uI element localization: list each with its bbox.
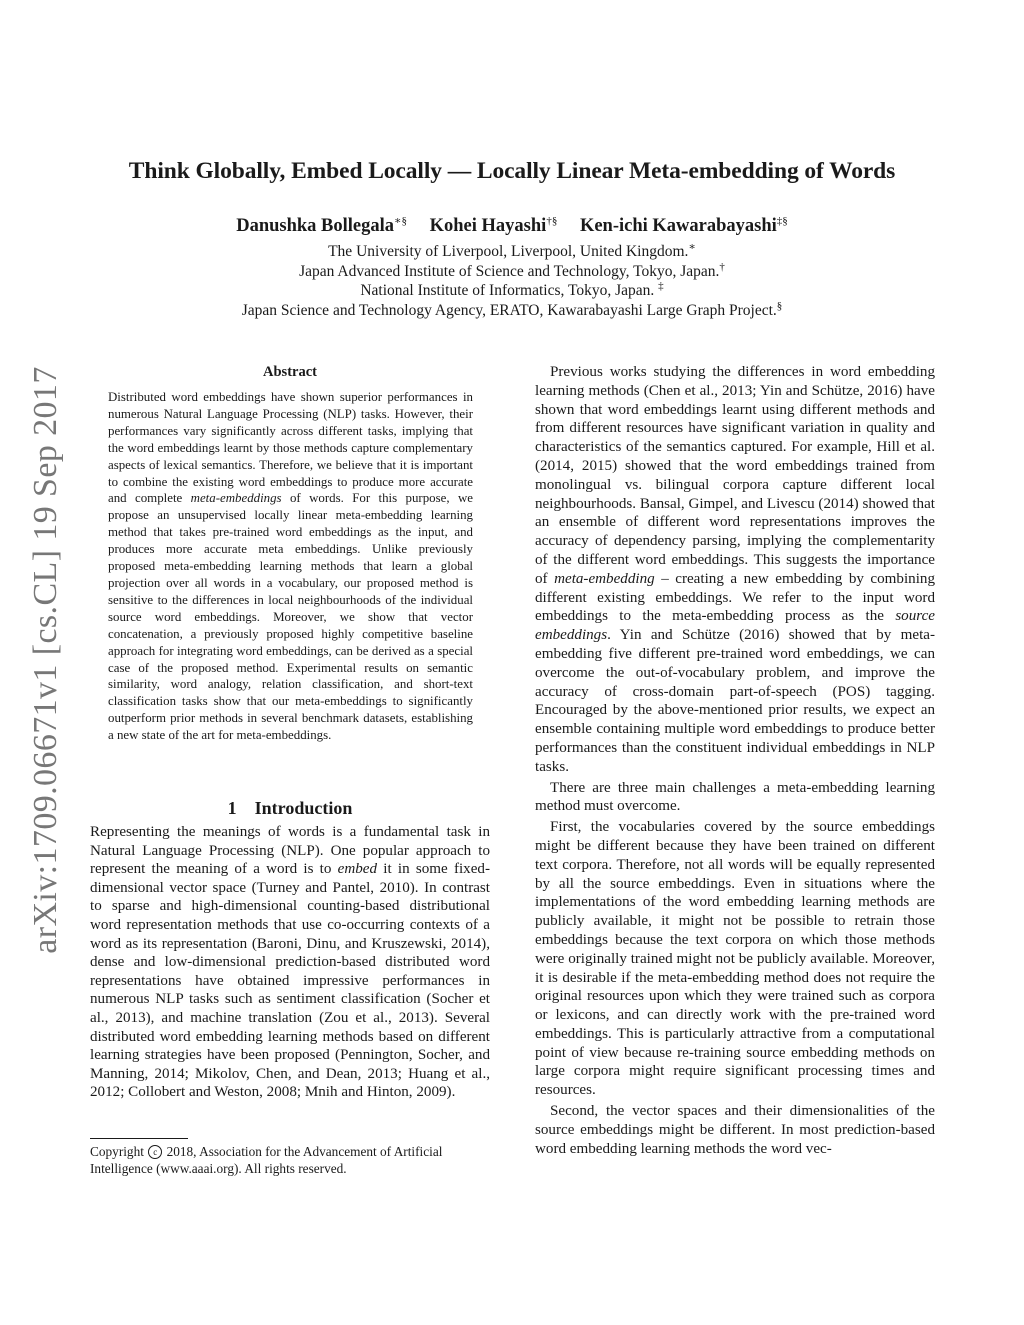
author-marks: ‡§ [776,215,788,227]
affiliation-text: The University of Liverpool, Liverpool, United Kingdom. [328,243,689,261]
arxiv-identifier: arXiv:1709.06671v1 [cs.CL] 19 Sep 2017 [27,366,64,954]
section-title: Introduction [254,798,353,818]
abstract-body [108,389,473,744]
abstract-text-2: of words. For this purpose, we propose an unsupervised locally linear meta-embedding learning method that takes pre-trained word embeddings as the input, and produces more accurate meta embeddings. Unlike previously proposed meta-embedding learning methods that learn a global projection over all words in a vocabulary, our proposed method is sensitive to the differences in local neighbourhoods of the individual source word embeddings. Moreover, we show that vector concatenation, a previously proposed highly competitive baseline approach for integrating word embeddings, can be derived as a special case of the proposed method. Experimental results on semantic similarity, word analogy, relation classification, and short-text classification tasks show that our meta-embeddings to significantly outperform prior methods in several benchmark datasets, establishing a new state of the art for meta-embeddings. [108,491,473,743]
intro-emphasis: embed [337,861,378,878]
footnote-text: 2018, Association for the Advancement of Artificial Intelligence (www.aaai.org). All rights reserved. [90,1144,443,1176]
paragraph-second-challenge: Second, the vector spaces and their dimensionalities of the source embeddings might be different. In most prediction-based word embedding learning methods the word vec- [535,1103,935,1157]
section-number: 1 [227,798,237,818]
affiliation-mark: ∗ [688,241,696,253]
author-name: Kohei Hayashi [429,216,547,237]
p1-emphasis-1: meta-embedding [554,570,655,587]
author-3 [580,216,788,236]
affiliation-text: National Institute of Informatics, Tokyo, Japan. [360,282,659,300]
p1-emphasis-2: source embeddings [535,608,935,644]
footnote-prefix: Copyright [90,1144,148,1159]
paragraph-challenges: There are three main challenges a meta-embedding learning method must overcome. [535,779,935,815]
author-name: Ken-ichi Kawarabayashi [579,216,777,237]
author-1 [236,216,407,236]
copyright-icon: c [148,1145,162,1159]
intro-text-2: it in some fixed-dimensional vector space (Turney and Pantel, 2010). In contrast to sparse and high-dimensional counting-based distributional word representation methods that use co-occurring contexts of a word as its representation (Baroni, Dinu, and Kruszewski, 2014), dense and low-dimensional prediction-based distributed word representations have obtained impressive performances in numerous NLP tasks such as sentiment classification (Socher et al., 2013), and machine translation (Zou et al., 2013). Several distributed word embedding learning methods based on different learning strategies have been proposed (Pennington, Socher, and Manning, 2014; Mikolov, Chen, and Dean, 2013; Huang et al., 2012; Collobert and Weston, 2008; Mnih and Hinton, 2009). [90,861,491,1101]
section-heading [90,798,490,819]
intro-paragraph [90,823,490,1102]
paper-title: Think Globally, Embed Locally — Locally Linear Meta-embedding of Words [128,158,896,184]
footnote-rule [90,1138,188,1139]
p1-text-a: Previous works studying the differences in word embedding learning methods (Chen et al., 2013; Yin and Schütze, 2016) have shown that word embeddings learnt using different methods and from different resources have significant variation in quality and characteristics of the semantics captured. For example, Hill et al. (2014, 2015) showed that the word embeddings trained from monolingual vs. bilingual corpora capture different local neighbourhoods. Bansal, Gimpel, and Livescu (2014) showed that an ensemble of different word representations improves the accuracy of dependency parsing, implying the complementarity of the different word embeddings. This suggests the importance of [535,364,935,587]
author-2 [430,216,558,236]
abstract-heading: Abstract [263,364,317,380]
affiliation-text: Japan Advanced Institute of Science and Technology, Tokyo, Japan. [299,263,720,281]
right-column [535,363,935,1160]
author-list [0,214,1024,237]
affiliation-mark: ‡ [658,280,664,292]
affiliation-text: Japan Science and Technology Agency, ERATO, Kawarabayashi Large Graph Project. [241,302,777,320]
author-marks: †§ [546,215,558,227]
copyright-footnote [90,1143,490,1177]
affiliation-4 [0,297,1024,320]
p1-text-b: – creating a new embedding by combining different existing embeddings. We refer to the input word embeddings to the meta-embedding process as the [535,570,935,625]
paragraph-previous-works [535,363,935,777]
affiliation-mark: † [719,261,725,273]
abstract-emphasis: meta-embeddings [190,491,282,506]
p1-text-c: . Yin and Schütze (2016) showed that by meta-embedding five different pre-trained word embeddings, we can overcome the out-of-vocabulary problem, and improve the accuracy of cross-domain part-of-speech (POS) tagging. Encouraged by the above-mentioned prior results, we expect an ensemble containing multiple word embeddings to produce better performances than the constituent individual embeddings in NLP tasks. [535,627,935,775]
paragraph-first-challenge: First, the vocabularies covered by the source embeddings might be different because they have been trained on different text corpora. Therefore, not all words will be equally represented by all the source embeddings. Even in situations where the implementations of the word embedding learning methods are publicly available, it might not be possible to retrain those embeddings because the text corpora on which those methods were originally trained might not be publicly available. Moreover, it is desirable if the meta-embedding method does not require the original resources upon which they were trained such as corpora or lexicons, and can directly work with the pre-trained word embeddings. This is particularly attractive from a computational point of view because re-training source embedding methods on large corpora might require significant processing times and resources. [535,819,935,1099]
affiliation-mark: § [776,300,783,312]
author-name: Danushka Bollegala [236,216,395,237]
intro-text-1: Representing the meanings of words is a fundamental task in Natural Language Processing (NLP). One popular approach to represent the meaning of a word is to [90,824,490,878]
author-marks: ∗§ [394,215,407,227]
abstract-text-1: Distributed word embeddings have shown superior performances in numerous Natural Language Processing (NLP) tasks. However, their performances vary significantly across different tasks, implying that the word embeddings learnt by those methods capture complementary aspects of lexical semantics. Therefore, we believe that it is important to combine the existing word embeddings to produce more accurate and complete [108,390,473,506]
